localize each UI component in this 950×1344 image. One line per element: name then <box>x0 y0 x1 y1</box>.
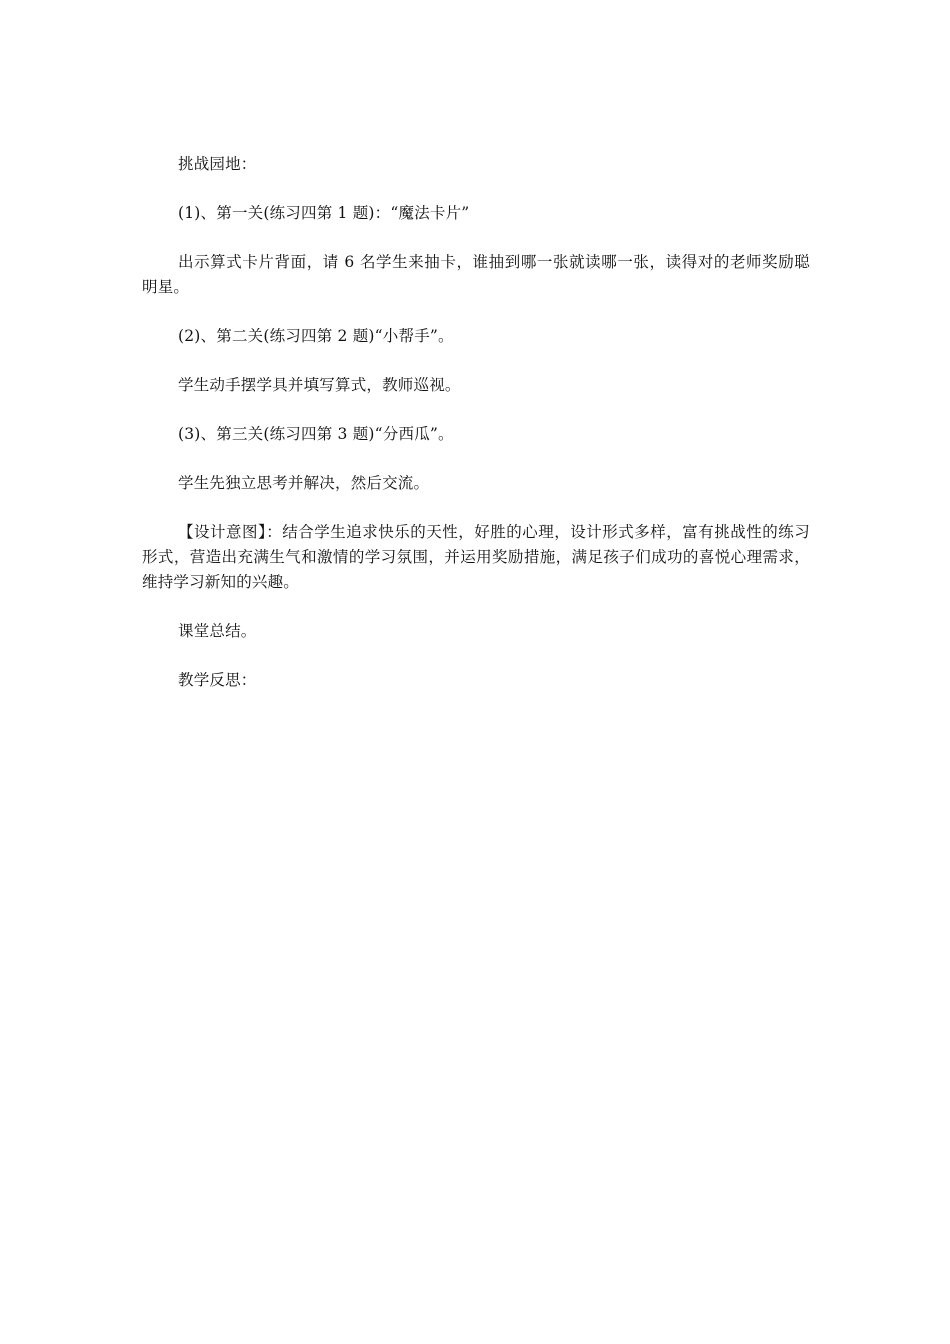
paragraph-heading-challenge: 挑战园地： <box>178 155 257 173</box>
document-body <box>142 152 810 717</box>
paragraph-level-1-detail: 出示算式卡片背面，请 6 名学生来抽卡，谁抽到哪一张就读哪一张，读得对的老师奖励聪明星。 <box>142 253 810 296</box>
paragraph-level-3-detail: 学生先独立思考并解决，然后交流。 <box>178 474 430 492</box>
paragraph-teaching-reflection: 教学反思： <box>178 671 257 689</box>
paragraph-class-summary: 课堂总结。 <box>178 622 257 640</box>
paragraph-level-1: (1)、第一关(练习四第 1 题)：“魔法卡片” <box>178 204 470 222</box>
paragraph-level-2-detail: 学生动手摆学具并填写算式，教师巡视。 <box>178 376 461 394</box>
paragraph-level-2: (2)、第二关(练习四第 2 题)“小帮手”。 <box>178 327 454 345</box>
paragraph-level-3: (3)、第三关(练习四第 3 题)“分西瓜”。 <box>178 425 454 443</box>
paragraph-design-intent: 【设计意图】：结合学生追求快乐的天性，好胜的心理，设计形式多样，富有挑战性的练习形式，营造出充满生气和激情的学习氛围，并运用奖励措施，满足孩子们成功的喜悦心理需求，维持学习新知的兴趣。 <box>142 523 810 591</box>
